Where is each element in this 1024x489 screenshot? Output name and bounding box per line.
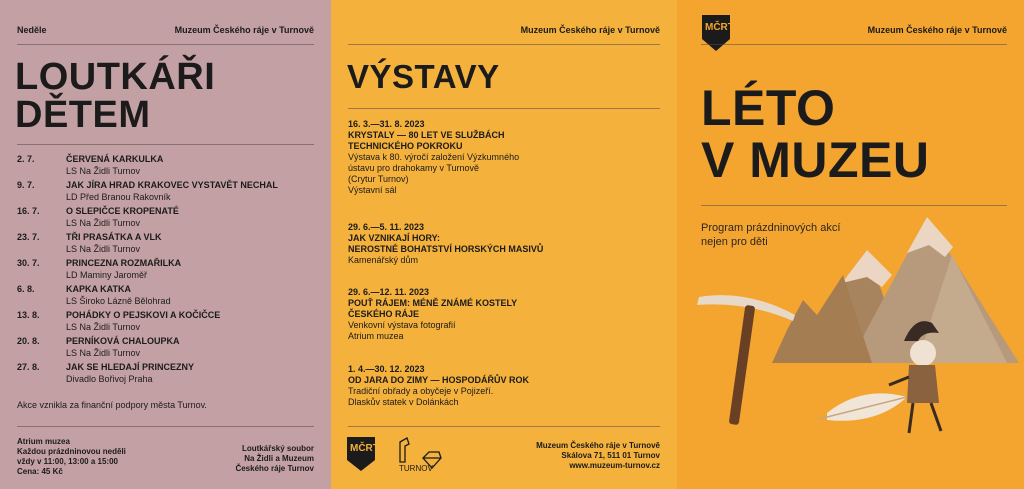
exhibition-title: KRYSTALY — 80 LET VE SLUŽBÁCH — [348, 130, 505, 140]
event-title: PRINCEZNA ROZMAŘILKA — [66, 258, 182, 268]
event-title: O SLEPIČCE KROPENATÉ — [66, 206, 179, 216]
event-title: ČERVENÁ KARKULKA — [66, 154, 164, 164]
exhibitions-title: VÝSTAVY — [347, 58, 500, 95]
organizer-line: Na Židli a Muzeum — [244, 454, 314, 463]
subtitle-line: Program prázdninových akcí — [701, 222, 841, 234]
exhibition-date: 16. 3.—31. 8. 2023 — [348, 119, 425, 129]
website-link[interactable]: www.muzeum-turnov.cz — [569, 461, 660, 470]
exhibition-desc: Výstava k 80. výročí založení Výzkumného — [348, 152, 520, 162]
exhibition-desc: Venkovní výstava fotografií — [348, 320, 456, 330]
turnov-logo-icon — [397, 436, 443, 474]
venue-line: Atrium muzea — [17, 437, 70, 446]
exhibition-desc: Atrium muzea — [348, 331, 404, 341]
divider — [348, 426, 660, 427]
contact-line: Skálova 71, 511 01 Turnov — [561, 451, 660, 460]
day-label: Neděle — [17, 25, 47, 35]
event-title: TŘI PRASÁTKA A VLK — [66, 232, 162, 242]
event-date: 13. 8. — [17, 310, 40, 320]
exhibition-desc: Výstavní sál — [348, 185, 397, 195]
event-company: LS Na Židli Turnov — [66, 244, 141, 254]
title-line-2: V MUZEU — [701, 132, 930, 188]
subtitle-line: nejen pro děti — [701, 236, 768, 248]
exhibition-item — [348, 364, 658, 408]
exhibition-title: TECHNICKÉHO POKROKU — [348, 141, 463, 151]
contact-info — [536, 441, 660, 471]
exhibition-desc: Kamenářský dům — [348, 255, 419, 265]
event-company: LS Široko Lázně Bělohrad — [66, 296, 171, 306]
museum-logo-icon — [346, 436, 379, 472]
exhibitions-panel — [331, 0, 677, 489]
logo-text: MČRT — [350, 443, 379, 454]
exhibition-desc: Tradiční obřady a obyčeje v Pojizeří. — [348, 386, 494, 396]
organizer-line: Českého ráje Turnov — [235, 464, 314, 473]
event-title: JAK JÍRA HRAD KRAKOVEC VYSTAVĚT NECHAL — [66, 180, 278, 190]
event-date: 27. 8. — [17, 362, 40, 372]
event-company: LS Na Židli Turnov — [66, 218, 141, 228]
exhibition-date: 1. 4.—30. 12. 2023 — [348, 364, 425, 374]
exhibition-desc: (Crytur Turnov) — [348, 174, 409, 184]
support-note: Akce vznikla za finanční podpory města Turnov. — [17, 400, 207, 410]
exhibition-item — [348, 287, 658, 342]
feather-icon — [819, 393, 907, 420]
museum-logo-icon — [701, 14, 734, 52]
event-company: LD Před Branou Rakovník — [66, 192, 171, 202]
divider — [17, 44, 314, 45]
exhibition-title: ČESKÉHO RÁJE — [348, 309, 420, 319]
venue-line: Cena: 45 Kč — [17, 467, 63, 476]
event-company: LD Maminy Jaroměř — [66, 270, 148, 280]
exhibition-desc: ústavu pro drahokamy v Turnově — [348, 163, 480, 173]
museum-name: Muzeum Českého ráje v Turnově — [867, 25, 1007, 35]
event-title: JAK SE HLEDAJÍ PRINCEZNY — [66, 362, 195, 372]
event-date: 9. 7. — [17, 180, 35, 190]
event-date: 23. 7. — [17, 232, 40, 242]
event-company: LS Na Židli Turnov — [66, 322, 141, 332]
divider — [348, 108, 660, 109]
mountains-illustration — [677, 205, 1024, 489]
title-line-1: LÉTO — [701, 80, 836, 136]
divider — [17, 426, 314, 427]
exhibition-title: JAK VZNIKAJÍ HORY: — [348, 233, 441, 243]
divider — [17, 144, 314, 145]
event-company: LS Na Židli Turnov — [66, 166, 141, 176]
event-date: 6. 8. — [17, 284, 35, 294]
exhibition-desc: Dlaskův statek v Dolánkách — [348, 397, 459, 407]
event-title: PERNÍKOVÁ CHALOUPKA — [66, 336, 180, 346]
venue-line: vždy v 11:00, 13:00 a 15:00 — [17, 457, 118, 466]
turnov-text: TURNOV — [399, 464, 433, 473]
exhibition-date: 29. 6.—5. 11. 2023 — [348, 222, 425, 232]
event-company: LS Na Židli Turnov — [66, 348, 141, 358]
venue-line: Každou prázdninovou neděli — [17, 447, 126, 456]
contact-line: Muzeum Českého ráje v Turnově — [536, 441, 660, 450]
venue-info — [17, 437, 126, 477]
title-line-1: LOUTKÁŘI — [15, 56, 216, 98]
organizer-line: Loutkářský soubor — [241, 444, 314, 453]
exhibition-title: NEROSTNÉ BOHATSTVÍ HORSKÝCH MASIVŮ — [348, 244, 544, 254]
exhibition-item — [348, 222, 658, 266]
exhibition-title: POUŤ RÁJEM: MÉNĚ ZNÁMÉ KOSTELY — [348, 298, 518, 308]
divider — [701, 44, 1007, 45]
exhibition-title: OD JARA DO ZIMY — HOSPODÁŘŮV ROK — [348, 375, 530, 385]
museum-name: Muzeum Českého ráje v Turnově — [174, 25, 314, 35]
summer-cover-panel — [677, 0, 1024, 489]
museum-name: Muzeum Českého ráje v Turnově — [520, 25, 660, 35]
organizer-info — [235, 444, 314, 474]
event-company: Divadlo Bořivoj Praha — [66, 374, 153, 384]
logo-text: MČRT — [705, 22, 734, 33]
event-date: 16. 7. — [17, 206, 40, 216]
event-date: 2. 7. — [17, 154, 35, 164]
divider — [348, 44, 660, 45]
event-date: 30. 7. — [17, 258, 40, 268]
puppeteers-panel — [0, 0, 331, 489]
exhibition-date: 29. 6.—12. 11. 2023 — [348, 287, 430, 297]
event-date: 20. 8. — [17, 336, 40, 346]
title-line-2: DĚTEM — [15, 94, 151, 136]
event-title: POHÁDKY O PEJSKOVI A KOČIČCE — [66, 310, 221, 320]
event-title: KAPKA KATKA — [66, 284, 131, 294]
exhibition-item — [348, 119, 658, 196]
